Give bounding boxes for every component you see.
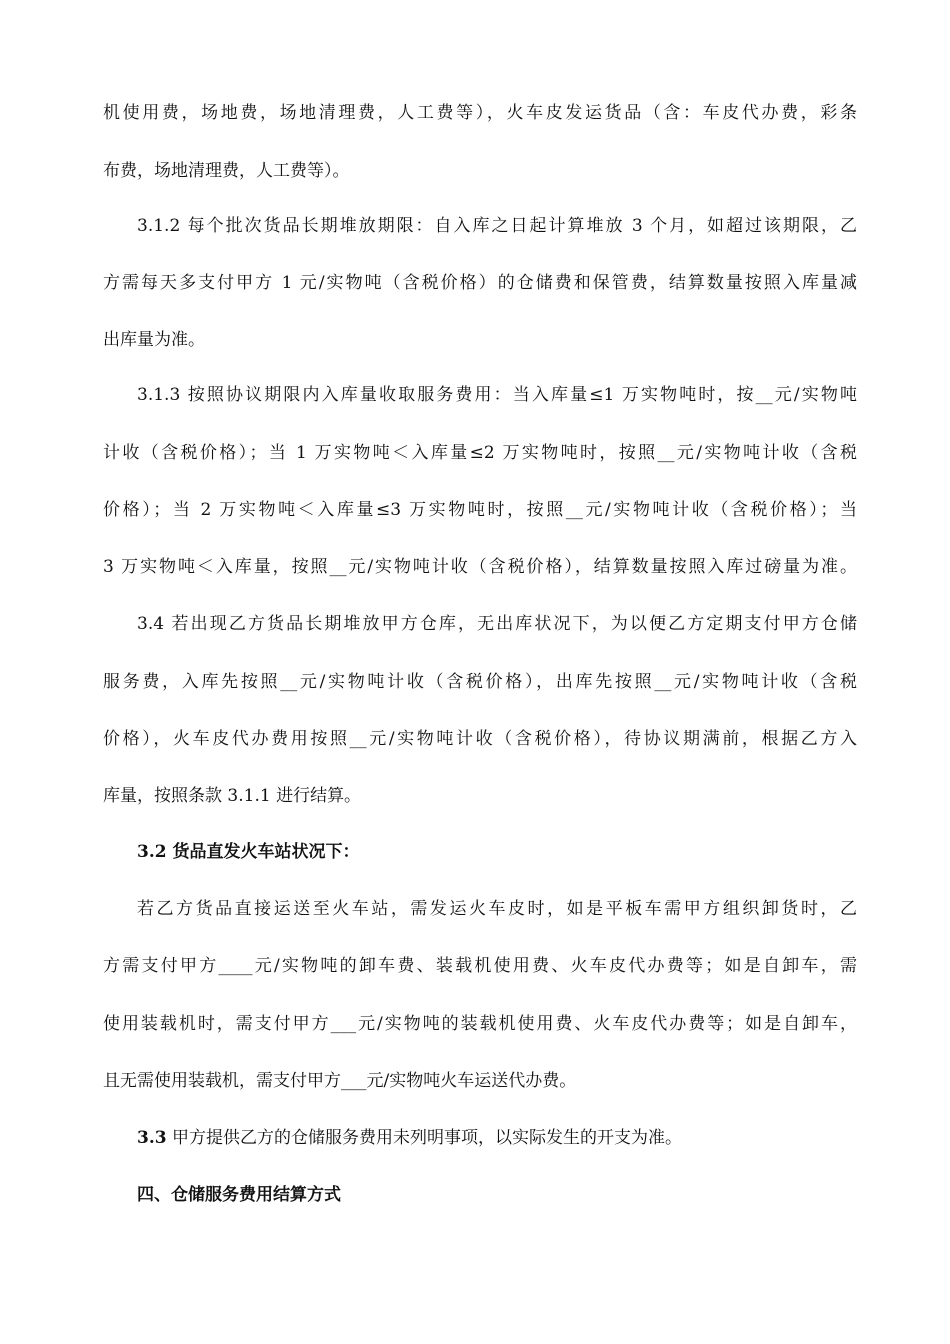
section-heading-4: 四、仓储服务费用结算方式 <box>137 1185 341 1205</box>
paragraph-line: 若乙方货品直接运送至火车站，需发运火车皮时，如是平板车需甲方组织卸货时，乙 <box>137 899 857 919</box>
paragraph-line: 机使用费，场地费，场地清理费，人工费等），火车皮发运货品（含：车皮代办费，彩条 <box>103 103 857 123</box>
clause-3-1-2: 3.1.2 每个批次货品长期堆放期限：自入库之日起计算堆放 3 个月，如超过该期限，乙 <box>137 216 857 236</box>
section-heading-3-2: 3.2 货品直发火车站状况下： <box>137 842 360 862</box>
clause-3-1-3: 3.1.3 按照协议期限内入库量收取服务费用：当入库量≤1 万实物吨时，按__元/实物吨 <box>137 385 857 405</box>
paragraph-line: 使用装载机时，需支付甲方___元/实物吨的装载机使用费、火车皮代办费等；如是自卸车， <box>103 1014 857 1034</box>
paragraph-line: 方需支付甲方____元/实物吨的卸车费、装载机使用费、火车皮代办费等；如是自卸车，需 <box>103 956 857 976</box>
clause-number: 3.3 <box>137 1128 167 1148</box>
clause-text: 甲方提供乙方的仓储服务费用未列明事项，以实际发生的开支为准。 <box>171 1128 682 1148</box>
paragraph-line: 3 万实物吨＜入库量，按照__元/实物吨计收（含税价格），结算数量按照入库过磅量为准。 <box>103 557 857 577</box>
paragraph-line: 价格）；当 2 万实物吨＜入库量≤3 万实物吨时，按照__元/实物吨计收（含税价格）；当 <box>103 500 857 520</box>
paragraph-line: 布费，场地清理费，人工费等）。 <box>103 161 350 181</box>
paragraph-line: 方需每天多支付甲方 1 元/实物吨（含税价格）的仓储费和保管费，结算数量按照入库量减 <box>103 273 857 293</box>
paragraph-line: 且无需使用装载机，需支付甲方___元/实物吨火车运送代办费。 <box>103 1071 577 1091</box>
paragraph-line: 计收（含税价格）；当 1 万实物吨＜入库量≤2 万实物吨时，按照__元/实物吨计收（含税 <box>103 443 857 463</box>
paragraph-line: 库量，按照条款 3.1.1 进行结算。 <box>103 786 362 806</box>
clause-3-4: 3.4 若出现乙方货品长期堆放甲方仓库，无出库状况下，为以便乙方定期支付甲方仓储 <box>137 614 857 634</box>
clause-3-3 <box>137 1126 682 1150</box>
paragraph-line: 价格），火车皮代办费用按照__元/实物吨计收（含税价格），待协议期满前，根据乙方入 <box>103 729 857 749</box>
paragraph-line: 服务费，入库先按照__元/实物吨计收（含税价格），出库先按照__元/实物吨计收（含税 <box>103 672 857 692</box>
paragraph-line: 出库量为准。 <box>103 330 205 350</box>
